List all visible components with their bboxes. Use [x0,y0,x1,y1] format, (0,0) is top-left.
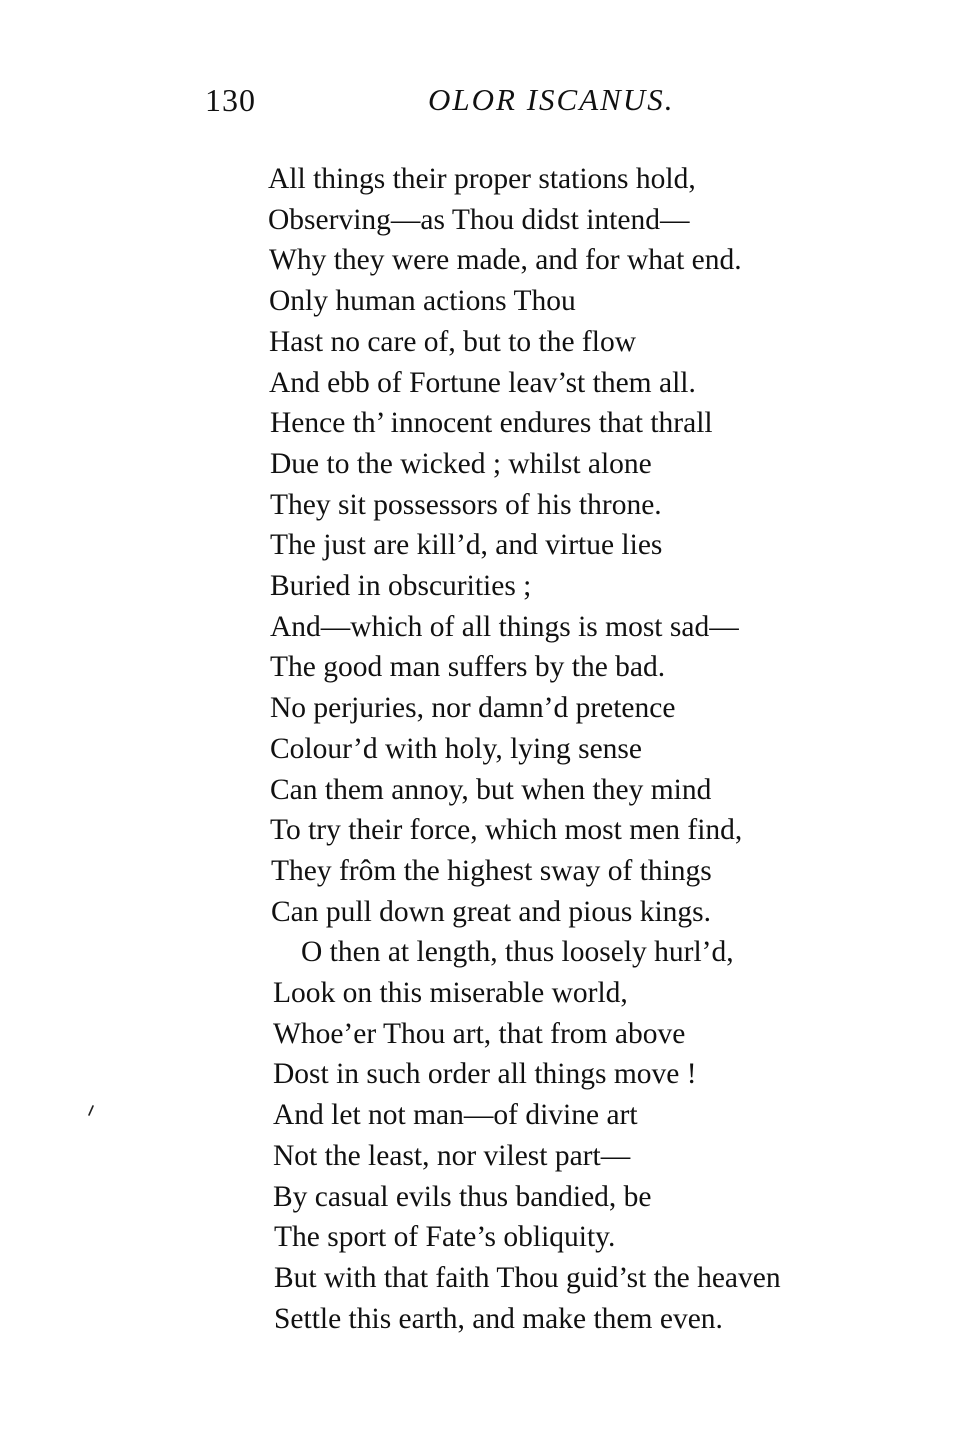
poem-line: Can pull down great and pious kings. [271,895,711,928]
poem-line: And—which of all things is most sad— [270,610,739,643]
poem-line: By casual evils thus bandied, be [273,1180,652,1213]
poem-line: Hast no care of, but to the flow [269,325,637,358]
poem-line: Dost in such order all things move ! [273,1058,697,1091]
poem-line: Hence th’ innocent endures that thrall [270,407,713,440]
poem-line: All things their proper stations hold, [268,163,696,195]
poem-line: The sport of Fate’s obliquity. [274,1221,616,1254]
poem-line: Not the least, nor vilest part— [273,1139,631,1172]
poem-line: Whoe’er Thou art, that from above [273,1017,686,1050]
poem-line: And ebb of Fortune leav’st them all. [269,366,696,399]
poem-line: The good man suffers by the bad. [270,651,666,684]
page-number: 130 [205,82,256,118]
poem-line: To try their force, which most men find, [270,814,743,847]
margin-mark-icon [86,1104,96,1118]
running-title: OLOR ISCANUS. [428,82,675,117]
poem-line: Colour’d with holy, lying sense [270,732,643,765]
poem-line: The just are kill’d, and virtue lies [270,529,663,562]
poem-line: And let not man—of divine art [273,1099,638,1132]
poem-line: Look on this miserable world, [273,977,628,1009]
poem-line: But with that faith Thou guid’st the heaven [274,1261,781,1294]
poem-line: Why they were made, and for what end. [269,244,742,277]
poem-line: Can them annoy, but when they mind [270,773,712,806]
poem-line: They frôm the highest sway of things [271,854,712,887]
poem-line: Observing—as Thou didst intend— [268,203,690,236]
poem-line: Only human actions Thou [269,285,576,318]
poem-line: Buried in obscurities ; [270,570,532,602]
poem-line-indented: O then at length, thus loosely hurl’d, [301,936,734,969]
poem-line: Due to the wicked ; whilst alone [270,447,652,480]
poem-line: They sit possessors of his throne. [270,488,662,521]
running-head [0,82,977,126]
poem-line: No perjuries, nor damn’d pretence [270,692,676,725]
poem-line: Settle this earth, and make them even. [274,1302,723,1335]
